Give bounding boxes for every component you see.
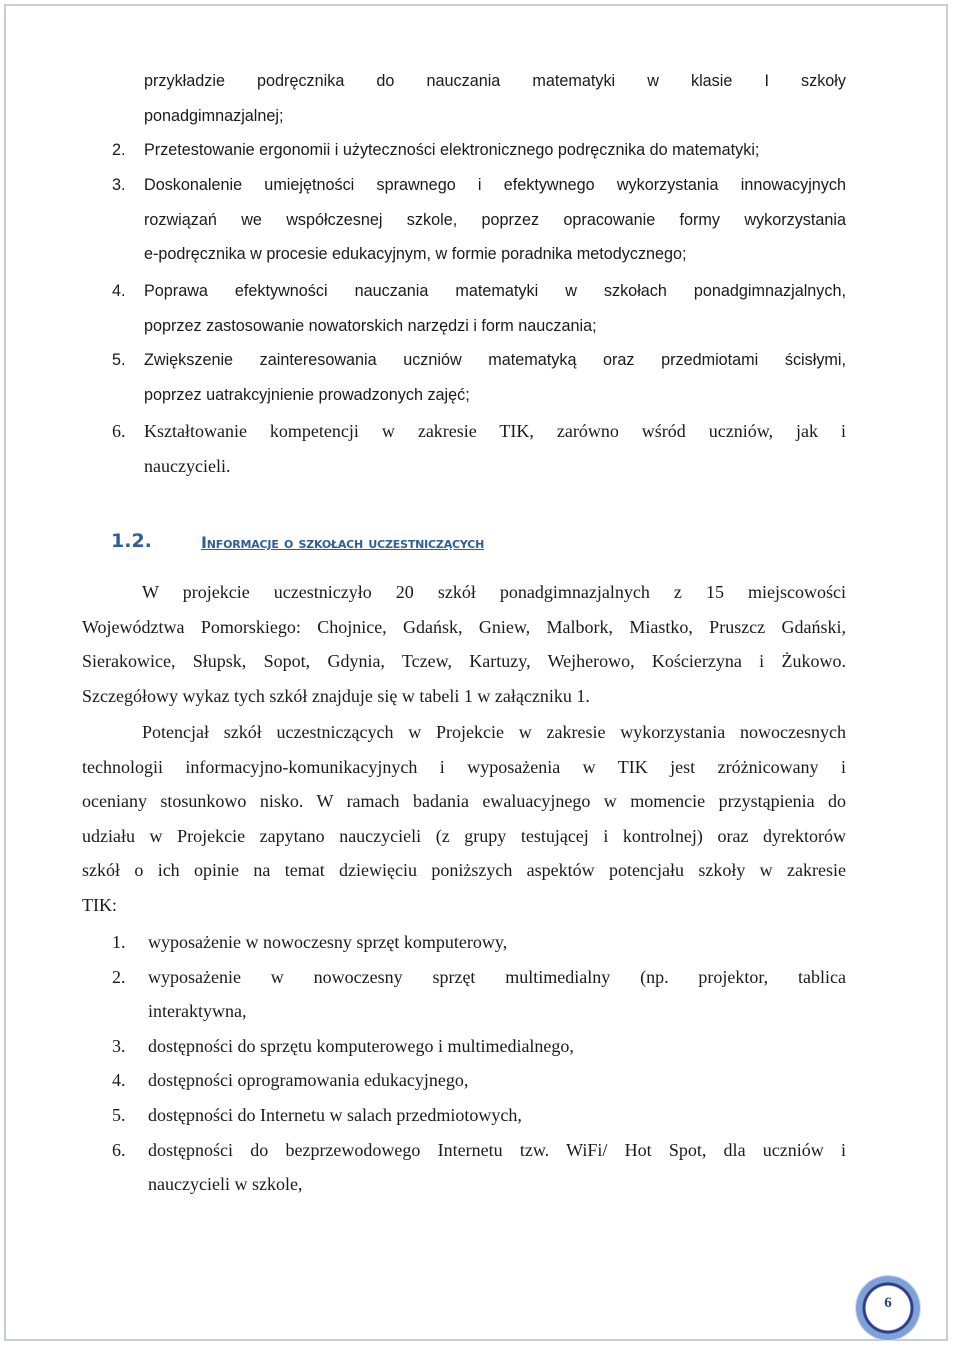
paragraph-2-line-2: technologii informacyjno-komunikacyjnych i wyposażenia w TIK jest zróżnicowany i	[82, 756, 846, 777]
aspect-item-4	[112, 1063, 846, 1098]
goal-item-1-line-2: ponadgimnazjalnej;	[144, 106, 284, 125]
paragraph-2-line-4: udziału w Projekcie zapytano nauczycieli (z grupy testującej i kontrolnej) oraz dyrektorów	[82, 825, 846, 846]
page-number-badge	[856, 1276, 920, 1340]
goal-item-2-text: Przetestowanie ergonomii i użyteczności elektronicznego podręcznika do matematyki;	[144, 141, 760, 159]
goal-item-3-line-3: e-podręcznika w procesie edukacyjnym, w formie poradnika metodycznego;	[144, 245, 687, 263]
paragraph-2-line-3: oceniany stosunkowo nisko. W ramach badania ewaluacyjnego w momencie przystąpienia do	[82, 791, 846, 812]
aspect-text: dostępności oprogramowania edukacyjnego,	[148, 1070, 469, 1091]
aspect-number: 3.	[112, 1035, 126, 1056]
aspect-text: dostępności do sprzętu komputerowego i multimedialnego,	[148, 1035, 574, 1056]
goal-item-3-line-1: Doskonalenie umiejętności sprawnego i efektywnego wykorzystania innowacyjnych	[144, 176, 846, 194]
aspect-item-1	[112, 925, 846, 960]
goal-item-3-line-2: rozwiązań we współczesnej szkole, poprzez opracowanie formy wykorzystania	[144, 210, 846, 229]
goal-item-1-line-1: przykładzie podręcznika do nauczania matematyki w klasie I szkoły	[144, 72, 846, 90]
paragraph-1-line-3: Sierakowice, Słupsk, Sopot, Gdynia, Tczew, Kartuzy, Wejherowo, Kościerzyna i Żukowo.	[82, 651, 846, 672]
aspect-item-3	[112, 1029, 846, 1064]
paragraph-1-line-2: Województwa Pomorskiego: Chojnice, Gdańsk, Gniew, Malbork, Miastko, Pruszcz Gdański,	[82, 616, 846, 637]
paragraph-2-line-5: szkół o ich opinie na temat dziewięciu poniższych aspektów potencjału szkoły w zakresie	[82, 860, 846, 881]
section-title: Informacje o szkołach uczestniczących	[201, 533, 485, 552]
goal-item-3-number: 3.	[112, 176, 126, 194]
aspect-text: wyposażenie w nowoczesny sprzęt multimedialny (np. projektor, tablica	[148, 966, 846, 987]
goal-item-6-line-2: nauczycieli.	[144, 455, 231, 476]
paragraph-2-line-6: TIK:	[82, 894, 117, 915]
aspect-number: 5.	[112, 1104, 126, 1125]
paragraph-1-line-4: Szczegółowy wykaz tych szkół znajduje się w tabeli 1 w załączniku 1.	[82, 685, 590, 706]
goal-item-4-line-1: Poprawa efektywności nauczania matematyki w szkołach ponadgimnazjalnych,	[144, 282, 846, 300]
aspect-text: nauczycieli w szkole,	[148, 1174, 303, 1195]
aspect-item-5	[112, 1098, 846, 1133]
paragraph-potential	[82, 715, 846, 923]
aspect-item-6	[112, 1133, 846, 1202]
aspect-text: dostępności do bezprzewodowego Internetu tzw. WiFi/ Hot Spot, dla uczniów i	[148, 1139, 846, 1160]
paragraph-2-line-1: Potencjał szkół uczestniczących w Projekcie w zakresie wykorzystania nowoczesnych	[142, 722, 846, 742]
section-number: 1.2.	[111, 530, 152, 552]
aspect-text: dostępności do Internetu w salach przedmiotowych,	[148, 1104, 522, 1125]
aspect-text: interaktywna,	[148, 1001, 247, 1022]
paragraph-schools	[82, 575, 846, 713]
goal-item-5-line-1: Zwiększenie zainteresowania uczniów matematyką oraz przedmiotami ścisłymi,	[144, 351, 846, 369]
goal-item-6-line-1: Kształtowanie kompetencji w zakresie TIK, zarówno wśród uczniów, jak i	[144, 421, 846, 441]
goal-item-4-line-2: poprzez zastosowanie nowatorskich narzędzi i form nauczania;	[144, 316, 597, 335]
aspect-number: 4.	[112, 1070, 126, 1091]
aspects-list	[112, 925, 846, 1202]
goal-item-4-number: 4.	[112, 282, 126, 300]
goal-item-5-number: 5.	[112, 351, 126, 369]
aspect-text: wyposażenie w nowoczesny sprzęt komputerowy,	[148, 932, 508, 952]
paragraph-1-line-1: W projekcie uczestniczyło 20 szkół ponadgimnazjalnych z 15 miejscowości	[142, 582, 846, 602]
aspect-number: 6.	[112, 1139, 126, 1160]
goal-item-2-number: 2.	[112, 141, 126, 159]
goal-item-6-number: 6.	[112, 421, 126, 441]
page-number: 6	[884, 1295, 892, 1311]
aspect-item-2	[112, 960, 846, 1029]
aspect-number: 2.	[112, 966, 126, 987]
aspect-number: 1.	[112, 932, 126, 952]
goal-item-5-line-2: poprzez uatrakcyjnienie prowadzonych zajęć;	[144, 385, 470, 404]
